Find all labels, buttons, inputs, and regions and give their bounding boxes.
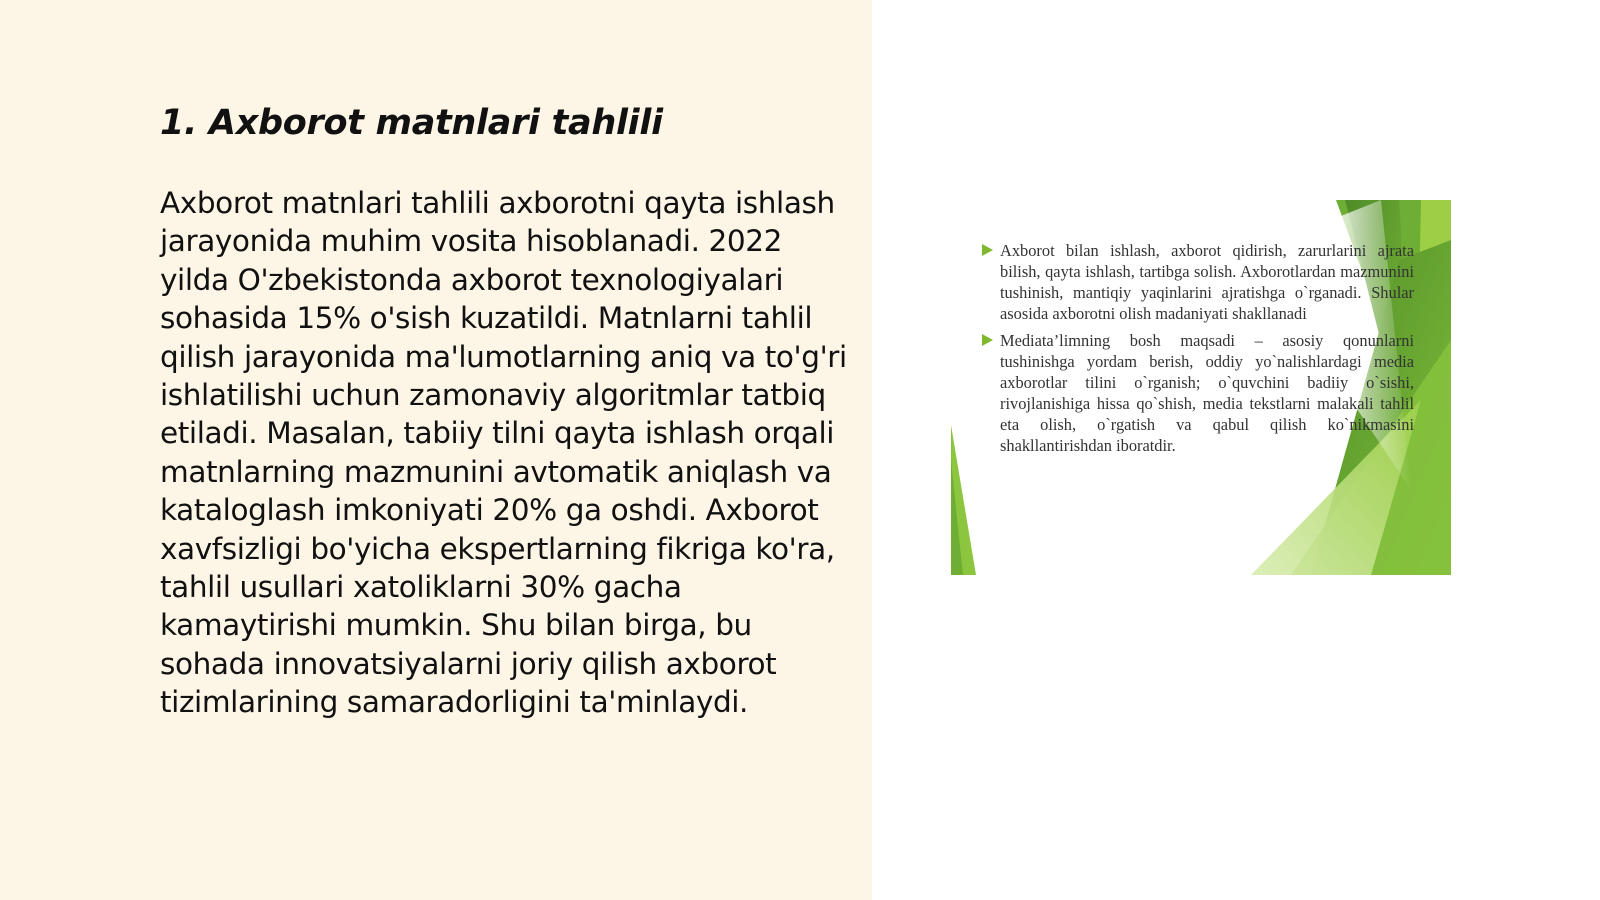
slide-title: 1. Axborot matnlari tahlili [160, 103, 663, 143]
embedded-slide-image [951, 200, 1451, 575]
slide-body-text: Axborot matnlari tahlili axborotni qayta ishlash jarayonida muhim vosita hisoblanadi. 2022 yilda O'zbekistonda axborot texnologiyalari sohasida 15% o'sish kuzatildi. Matnlarni tahlil qilish jarayonida ma'lumotlarning aniq va to'g'ri ishlatilishi uchun zamonaviy algoritmlar tatbiq etiladi. Masalan, tabiiy tilni qayta ishlash orqali matnlarning mazmunini avtomatik aniqlash va kataloglash imkoniyati 20% ga oshdi. Axborot xavfsizligi bo'yicha ekspertlarning fikriga ko'ra, tahlil usullari xatoliklarni 30% gacha kamaytirishi mumkin. Shu bilan birga, bu sohada innovatsiyalarni joriy qilish axborot tizimlarining samaradorligini ta'minlaydi. [160, 186, 847, 720]
list-item [982, 240, 1414, 324]
triangle-bullet-icon [982, 334, 993, 346]
bullet-text: Mediata’limning bosh maqsadi – asosiy qonunlarni tushinishga yordam berish, oddiy yo`nalishlardagi media axborotlar tilini o`rganish; o`quvchini badiiy o`sishi, rivojlanishiga hissa qo`shish, media tekstlarni malakali tahlil eta olish, o`rgatish va qabul qilish ko`nikmasini shakllantirishdan iboratdir. [1000, 331, 1414, 455]
image-bullet-list [982, 240, 1414, 462]
triangle-bullet-icon [982, 244, 993, 256]
bullet-text: Axborot bilan ishlash, axborot qidirish, zarurlarini ajrata bilish, qayta ishlash, tartibga solish. Axborotlardan mazmunini tushinish, mantiqiy yaqinlarini ajratishga o`rganadi. Shular asosida axborotni olish madaniyati shakllanadi [1000, 241, 1414, 323]
list-item [982, 330, 1414, 456]
